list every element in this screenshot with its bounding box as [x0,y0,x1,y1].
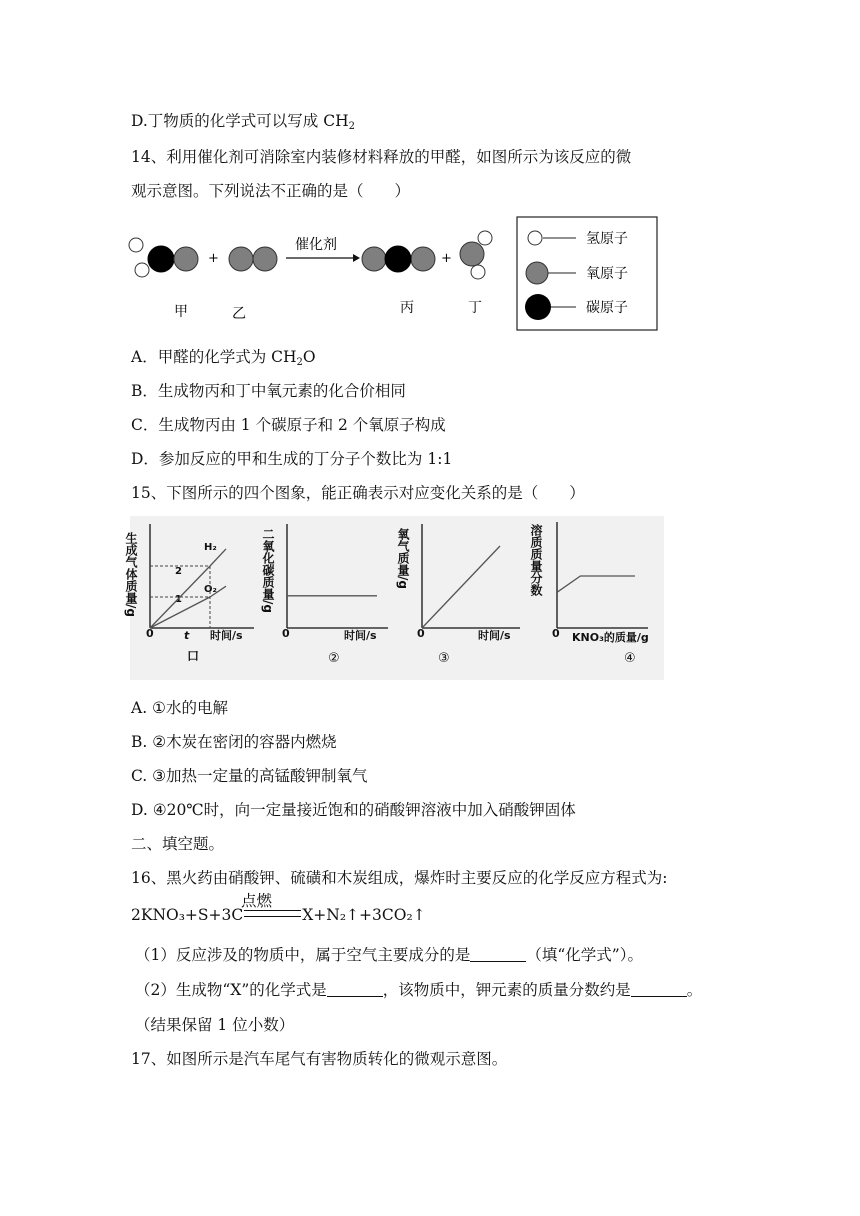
chart3-caption: ③ [438,651,450,666]
chart4-series-1-line [557,576,635,592]
chart2-origin: 0 [282,627,290,640]
q15-option-a: A. ①水的电解 [131,699,228,717]
molecule-yi [229,247,277,271]
q16-blank-3[interactable] [631,981,687,997]
chart-3 [396,524,520,666]
label-yi: 乙 [232,306,246,322]
label-jia: 甲 [174,304,188,320]
q15-stem: 15、下图所示的四个图象，能正确表示对应变化关系的是（ ） [131,484,585,502]
q14-option-a: A．甲醛的化学式为 $CH_2O$ [131,348,316,368]
label-bing: 丙 [400,300,414,316]
q17-stem: 17、如图所示是汽车尾气有害物质转化的微观示意图。 [131,1050,508,1068]
chart2-xlabel: 时间/s [344,629,377,642]
chart3-origin: 0 [417,627,425,640]
q16-equation [131,904,426,926]
chart2-ylabel: 二氧化碳质量/g [261,528,275,613]
q15-charts [124,516,664,680]
plus-sign-2: + [441,251,452,266]
q16-eq-right: X+N₂↑+3CO₂↑ [302,906,426,924]
label-ding: 丁 [468,300,482,316]
chart1-caption: 口 [187,649,200,663]
chart2-caption: ② [328,651,340,666]
chart4-origin: 0 [552,627,560,640]
chart4-xlabel: KNO₃的质量/g [572,631,649,644]
legend-hydrogen: 氢原子 [586,231,628,247]
molecule-diagram [128,214,658,334]
q16-blank-1[interactable] [470,946,526,962]
q15-charts-svg [124,516,664,680]
q14-option-b: B．生成物丙和丁中氧元素的化合价相同 [131,382,406,400]
chart3-series-1-line [422,546,500,628]
chart1-o2-label: O₂ [204,584,217,595]
q16-sub1: （1）反应涉及的物质中，属于空气主要成分的是 （填“化学式”）。 [135,946,643,964]
legend-box [517,217,657,330]
chart4-caption: ④ [624,651,636,666]
q16-blank-2[interactable] [327,981,383,997]
q16-note: （结果保留 1 位小数） [135,1016,295,1034]
q16-sub2: （2）生成物“X”的化学式是 ，该物质中，钾元素的质量分数约是 。 [135,981,703,999]
chart-2 [261,524,388,666]
q16-stem: 16、黑火药由硝酸钾、硫磺和木炭组成，爆炸时主要反应的化学反应方程式为: [131,869,668,887]
q14-stem-line2: 观示意图。下列说法不正确的是（ ） [131,182,411,200]
chart1-origin: 0 [146,627,154,640]
q16-eq-left: 2KNO₃+S+3C [131,906,244,924]
plus-sign-1: + [208,251,219,266]
chart-4 [529,522,649,666]
chart-1 [124,524,254,663]
section-title: 二、填空题。 [131,835,225,853]
chart1-tick-2: 2 [175,566,182,577]
q15-option-d: D. ④20℃时，向一定量接近饱和的硝酸钾溶液中加入硝酸钾固体 [131,801,576,819]
q15-option-c: C. ③加热一定量的高锰酸钾制氧气 [131,767,368,785]
q14-stem-line1: 14、利用催化剂可消除室内装修材料释放的甲醛，如图所示为该反应的微 [131,148,632,166]
molecule-jia [129,238,198,277]
chart4-ylabel: 溶质质量分数 [529,524,543,596]
arrow-head [353,254,360,262]
chart1-tick-t: t [184,629,190,642]
chart1-ylabel: 生成气体质量/g [124,532,138,617]
q16-eq-sign [244,910,301,917]
chart1-tick-1: 1 [175,594,182,605]
chart1-xlabel: 时间/s [210,629,243,642]
chart3-ylabel: 氧气质量/g [396,528,410,589]
legend-oxygen: 氧原子 [586,266,628,282]
molecule-bing [362,246,435,272]
chart3-xlabel: 时间/s [478,629,511,642]
chart1-h2-label: H₂ [204,542,217,553]
arrow-label: 催化剂 [295,237,337,253]
q15-option-b: B. ②木炭在密闭的容器内燃烧 [131,733,337,751]
reaction-svg [128,214,658,334]
q14-option-c: C．生成物丙由 1 个碳原子和 2 个氧原子构成 [131,416,446,434]
q13-option-d: D.丁物质的化学式可以写成 $CH_2$ [131,112,355,132]
molecule-ding [460,231,492,279]
q16-eq-condition: 点燃 [241,892,273,910]
legend-carbon: 碳原子 [586,300,628,316]
q14-option-d: D．参加反应的甲和生成的丁分子个数比为 1:1 [131,450,453,468]
